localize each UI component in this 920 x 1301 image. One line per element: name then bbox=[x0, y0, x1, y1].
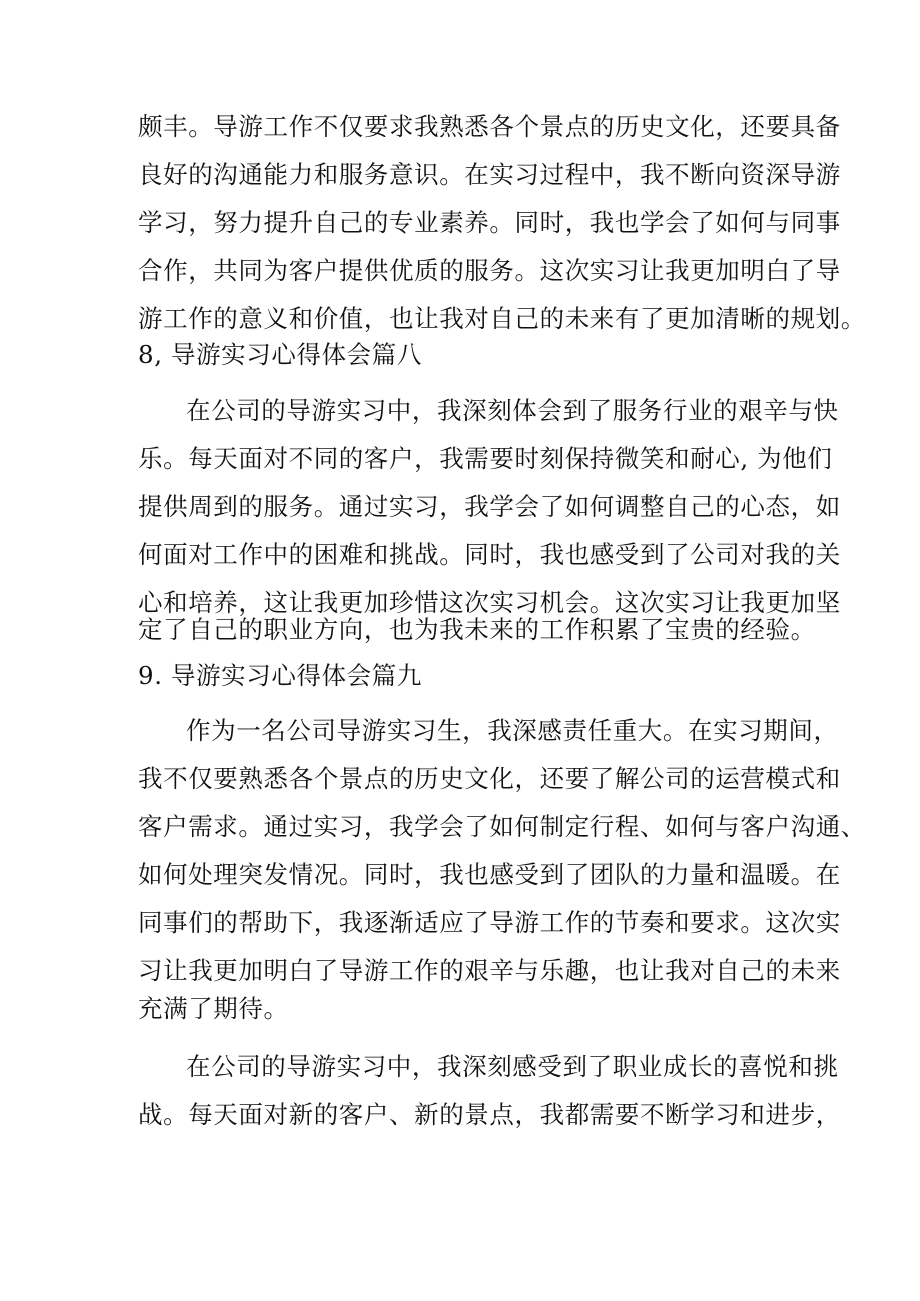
section-heading: 9. 导游实习心得体会篇九 bbox=[138, 661, 422, 690]
paragraph-line: 在公司的导游实习中，我深刻感受到了职业成长的喜悦和挑 bbox=[186, 1052, 839, 1081]
paragraph-line: 定了自己的职业方向，也为我未来的工作积累了宝贵的经验。 bbox=[138, 615, 816, 644]
paragraph-line: 客户需求。通过实习，我学会了如何制定行程、如何与客户沟通、 bbox=[138, 812, 866, 841]
paragraph-line: 乐。每天面对不同的客户，我需要时刻保持微笑和耐心, 为他们 bbox=[138, 444, 833, 473]
section-heading: 8, 导游实习心得体会篇八 bbox=[138, 340, 422, 369]
paragraph-line: 如何处理突发情况。同时，我也感受到了团队的力量和温暖。在 bbox=[138, 860, 841, 889]
paragraph-line: 在公司的导游实习中，我深刻体会到了服务行业的艰辛与快 bbox=[186, 396, 839, 425]
paragraph-line: 良好的沟通能力和服务意识。在实习过程中，我不断向资深导游 bbox=[138, 160, 841, 189]
paragraph-line: 充满了期待。 bbox=[138, 994, 289, 1023]
paragraph-line: 战。每天面对新的客户、新的景点，我都需要不断学习和进步， bbox=[138, 1100, 841, 1129]
paragraph-line: 学习，努力提升自己的专业素养。同时，我也学会了如何与同事 bbox=[138, 208, 841, 237]
paragraph-line: 作为一名公司导游实习生，我深感责任重大。在实习期间， bbox=[186, 716, 839, 745]
paragraph-line: 同事们的帮助下，我逐渐适应了导游工作的节奏和要求。这次实 bbox=[138, 908, 841, 937]
paragraph-line: 颇丰。导游工作不仅要求我熟悉各个景点的历史文化，还要具备 bbox=[138, 112, 841, 141]
paragraph-line: 习让我更加明白了导游工作的艰辛与乐趣，也让我对自己的未来 bbox=[138, 956, 841, 985]
paragraph-line: 心和培养，这让我更加珍惜这次实习机会。这次实习让我更加坚 bbox=[138, 588, 841, 617]
paragraph-line: 游工作的意义和价值，也让我对自己的未来有了更加清晰的规划。 bbox=[138, 304, 866, 333]
paragraph-line: 合作，共同为客户提供优质的服务。这次实习让我更加明白了导 bbox=[138, 256, 841, 285]
paragraph-line: 我不仅要熟悉各个景点的历史文化，还要了解公司的运营模式和 bbox=[138, 764, 841, 793]
paragraph-line: 提供周到的服务。通过实习，我学会了如何调整自己的心态，如 bbox=[138, 492, 841, 521]
paragraph-line: 何面对工作中的困难和挑战。同时，我也感受到了公司对我的关 bbox=[138, 540, 841, 569]
